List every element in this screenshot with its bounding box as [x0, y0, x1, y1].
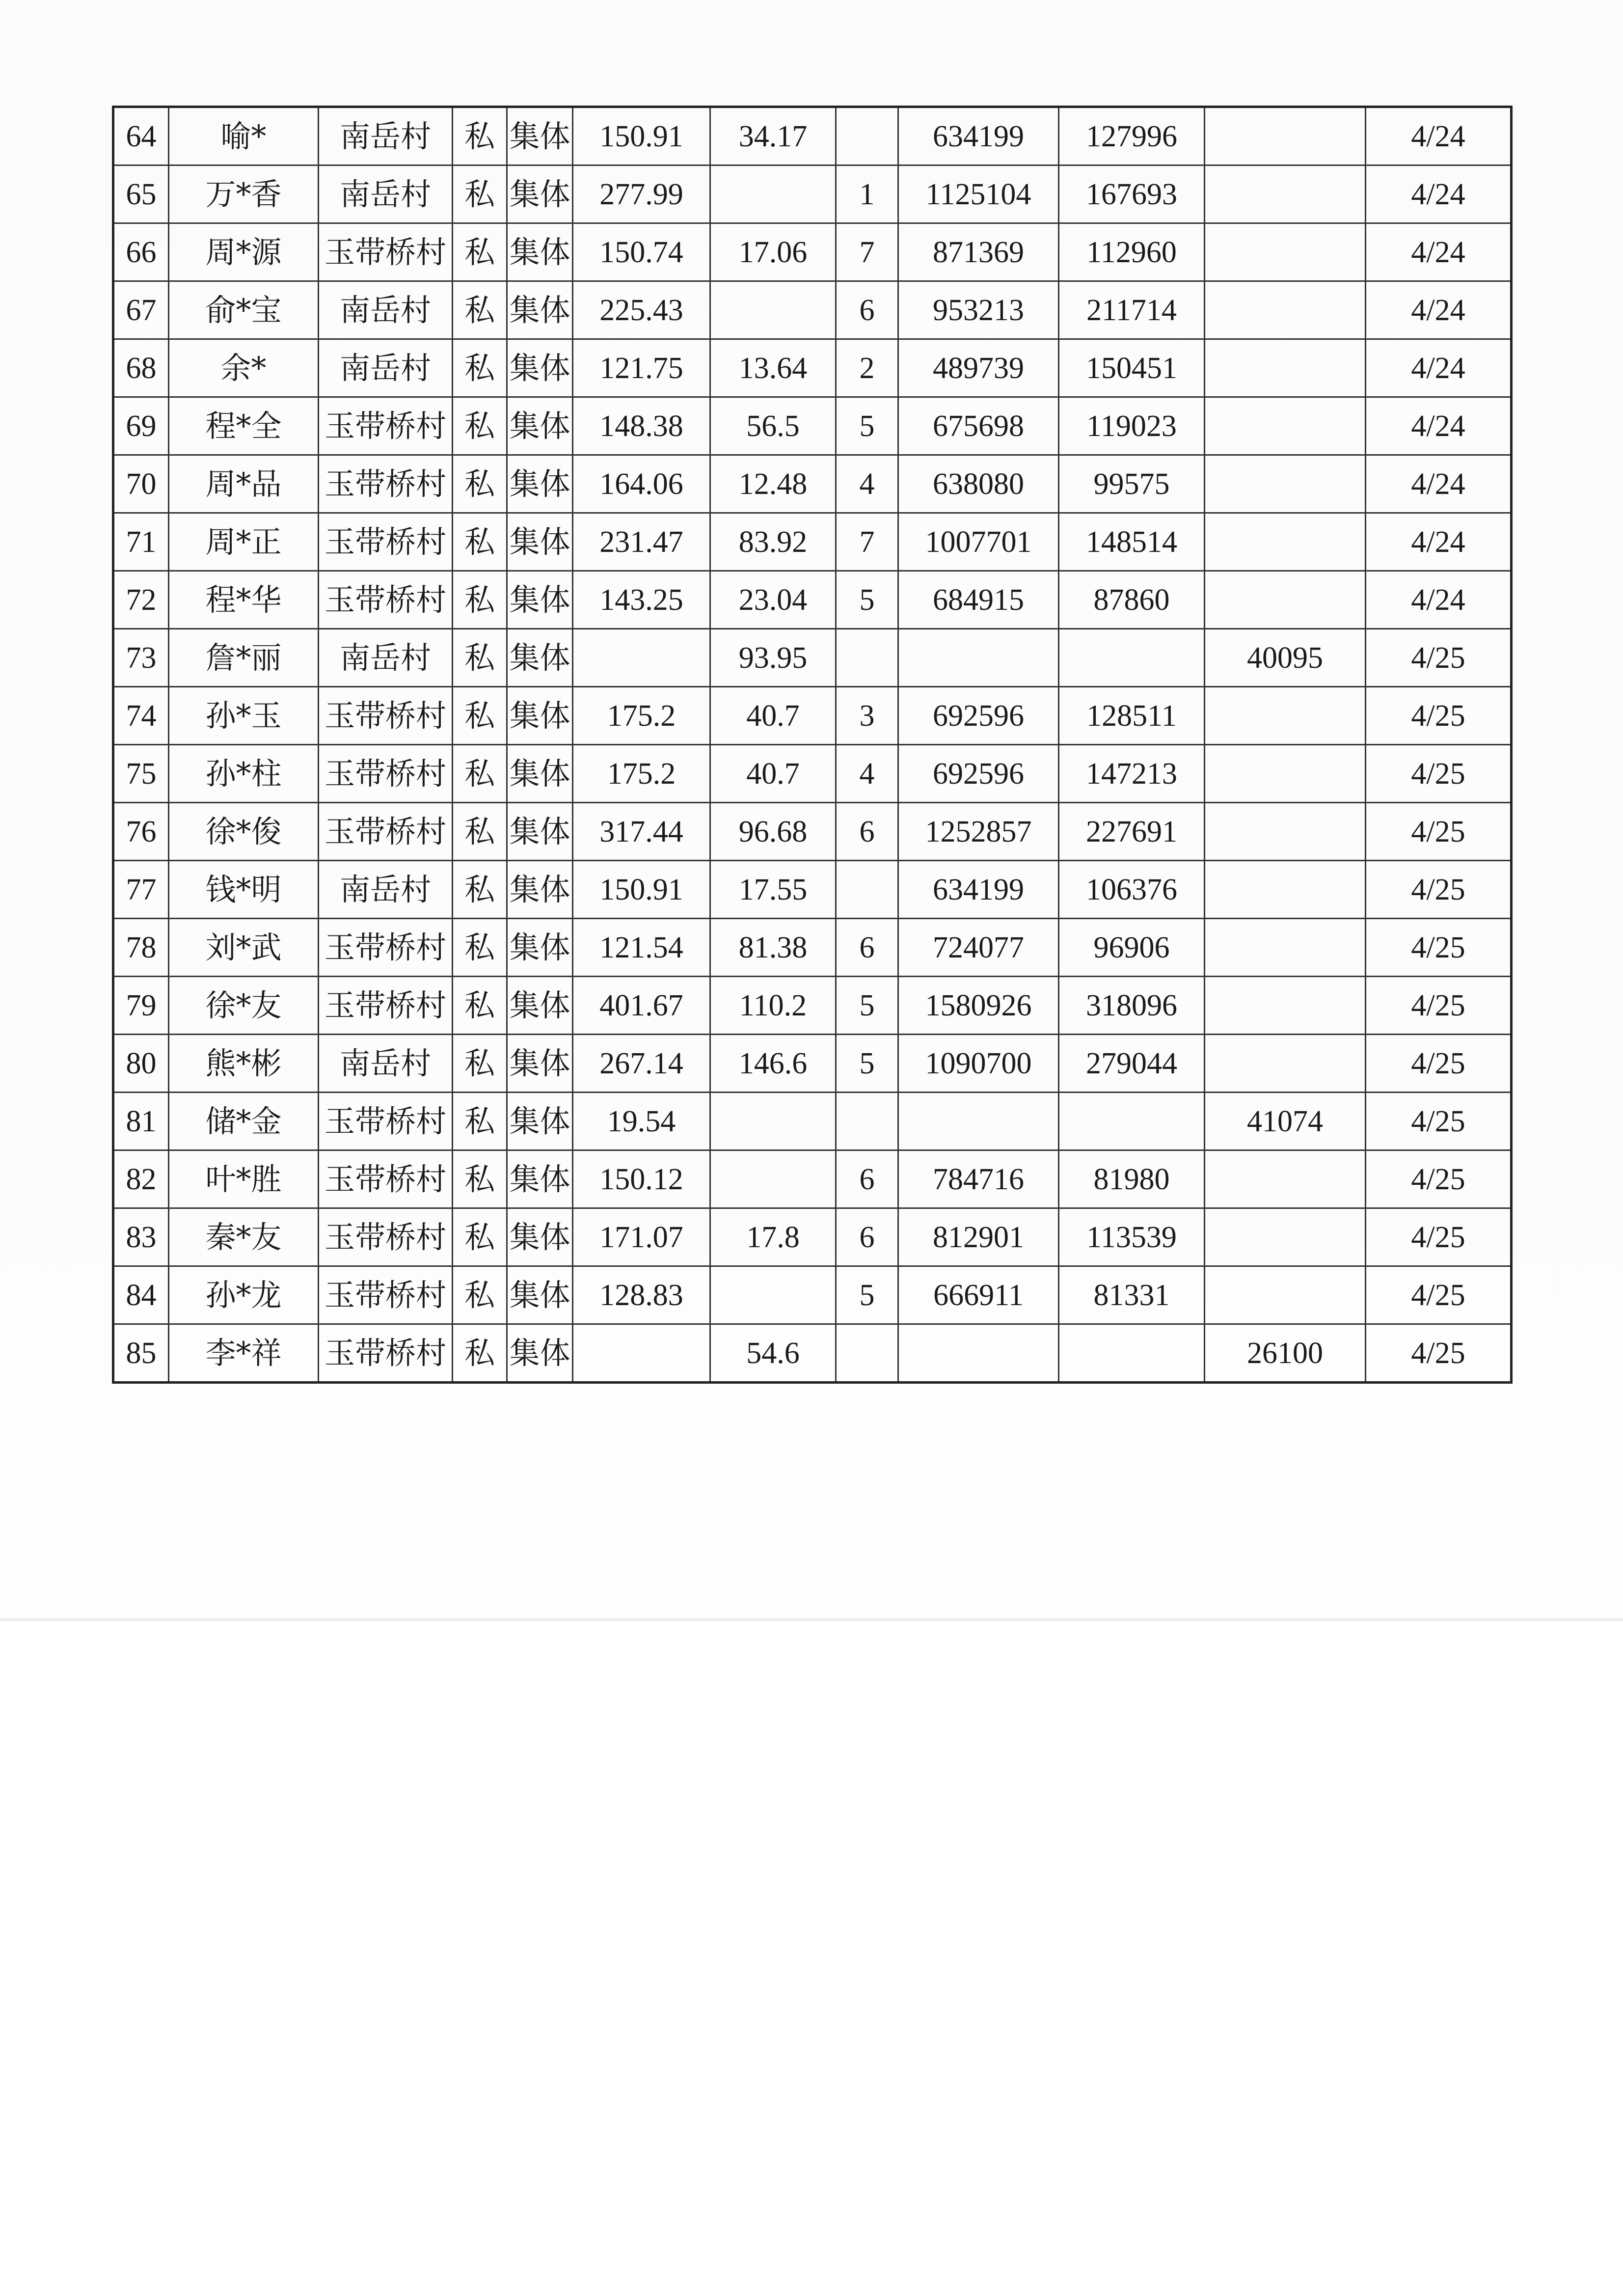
- ownership-cell: 集体: [507, 1266, 573, 1324]
- village-cell: 玉带桥村: [319, 397, 453, 455]
- area-1-cell: 150.91: [573, 107, 710, 165]
- name-cell: 钱*明: [169, 861, 319, 919]
- ownership-cell: 集体: [507, 513, 573, 571]
- area-2-cell: 17.06: [710, 223, 836, 281]
- type-cell: 私: [453, 281, 507, 339]
- village-cell: 玉带桥村: [319, 513, 453, 571]
- area-1-cell: 175.2: [573, 745, 710, 803]
- area-2-cell: 96.68: [710, 803, 836, 861]
- area-2-cell: 93.95: [710, 629, 836, 687]
- amount-1-cell: 692596: [898, 745, 1059, 803]
- amount-1-cell: 675698: [898, 397, 1059, 455]
- date-cell: 4/25: [1366, 1324, 1512, 1383]
- area-2-cell: 83.92: [710, 513, 836, 571]
- count-cell: [836, 629, 898, 687]
- row-number-cell: 75: [113, 745, 169, 803]
- name-cell: 周*源: [169, 223, 319, 281]
- amount-3-cell: [1205, 107, 1366, 165]
- ownership-cell: 集体: [507, 339, 573, 397]
- amount-1-cell: 871369: [898, 223, 1059, 281]
- table-row: [113, 455, 1512, 513]
- area-2-cell: 13.64: [710, 339, 836, 397]
- count-cell: [836, 1093, 898, 1150]
- type-cell: 私: [453, 629, 507, 687]
- amount-3-cell: [1205, 687, 1366, 745]
- village-cell: 南岳村: [319, 629, 453, 687]
- amount-3-cell: [1205, 223, 1366, 281]
- ownership-cell: 集体: [507, 977, 573, 1035]
- village-cell: 玉带桥村: [319, 977, 453, 1035]
- table-row: [113, 223, 1512, 281]
- row-number-cell: 78: [113, 919, 169, 977]
- area-1-cell: 231.47: [573, 513, 710, 571]
- type-cell: 私: [453, 745, 507, 803]
- type-cell: 私: [453, 1035, 507, 1093]
- amount-2-cell: 128511: [1059, 687, 1205, 745]
- amount-1-cell: 1252857: [898, 803, 1059, 861]
- type-cell: 私: [453, 803, 507, 861]
- area-2-cell: 17.8: [710, 1208, 836, 1266]
- ownership-cell: 集体: [507, 223, 573, 281]
- ownership-cell: 集体: [507, 687, 573, 745]
- area-2-cell: 34.17: [710, 107, 836, 165]
- type-cell: 私: [453, 223, 507, 281]
- type-cell: 私: [453, 513, 507, 571]
- area-2-cell: [710, 165, 836, 223]
- name-cell: 熊*彬: [169, 1035, 319, 1093]
- row-number-cell: 84: [113, 1266, 169, 1324]
- amount-2-cell: 211714: [1059, 281, 1205, 339]
- village-cell: 玉带桥村: [319, 919, 453, 977]
- area-1-cell: 128.83: [573, 1266, 710, 1324]
- date-cell: 4/24: [1366, 223, 1512, 281]
- amount-2-cell: 106376: [1059, 861, 1205, 919]
- row-number-cell: 70: [113, 455, 169, 513]
- area-2-cell: 56.5: [710, 397, 836, 455]
- area-1-cell: 277.99: [573, 165, 710, 223]
- ownership-cell: 集体: [507, 571, 573, 629]
- amount-1-cell: [898, 1093, 1059, 1150]
- date-cell: 4/25: [1366, 629, 1512, 687]
- amount-1-cell: 784716: [898, 1150, 1059, 1208]
- count-cell: 5: [836, 397, 898, 455]
- amount-3-cell: [1205, 861, 1366, 919]
- village-cell: 玉带桥村: [319, 223, 453, 281]
- area-1-cell: [573, 629, 710, 687]
- area-1-cell: 171.07: [573, 1208, 710, 1266]
- area-2-cell: [710, 1150, 836, 1208]
- type-cell: 私: [453, 339, 507, 397]
- amount-1-cell: 489739: [898, 339, 1059, 397]
- area-2-cell: 40.7: [710, 745, 836, 803]
- amount-2-cell: 81331: [1059, 1266, 1205, 1324]
- row-number-cell: 68: [113, 339, 169, 397]
- village-cell: 南岳村: [319, 281, 453, 339]
- name-cell: 孙*龙: [169, 1266, 319, 1324]
- type-cell: 私: [453, 1208, 507, 1266]
- row-number-cell: 69: [113, 397, 169, 455]
- date-cell: 4/24: [1366, 571, 1512, 629]
- count-cell: 5: [836, 977, 898, 1035]
- amount-3-cell: 40095: [1205, 629, 1366, 687]
- amount-1-cell: 634199: [898, 107, 1059, 165]
- row-number-cell: 73: [113, 629, 169, 687]
- table-row: [113, 1208, 1512, 1266]
- row-number-cell: 72: [113, 571, 169, 629]
- date-cell: 4/25: [1366, 1035, 1512, 1093]
- area-2-cell: [710, 281, 836, 339]
- date-cell: 4/25: [1366, 1208, 1512, 1266]
- table-row: [113, 339, 1512, 397]
- amount-1-cell: 684915: [898, 571, 1059, 629]
- area-1-cell: 121.54: [573, 919, 710, 977]
- area-1-cell: 121.75: [573, 339, 710, 397]
- area-1-cell: [573, 1324, 710, 1383]
- count-cell: 4: [836, 455, 898, 513]
- count-cell: 5: [836, 1266, 898, 1324]
- village-cell: 玉带桥村: [319, 687, 453, 745]
- date-cell: 4/25: [1366, 1150, 1512, 1208]
- name-cell: 孙*柱: [169, 745, 319, 803]
- village-cell: 玉带桥村: [319, 1324, 453, 1383]
- ownership-cell: 集体: [507, 165, 573, 223]
- name-cell: 叶*胜: [169, 1150, 319, 1208]
- area-1-cell: 164.06: [573, 455, 710, 513]
- amount-2-cell: 87860: [1059, 571, 1205, 629]
- date-cell: 4/24: [1366, 513, 1512, 571]
- name-cell: 万*香: [169, 165, 319, 223]
- row-number-cell: 80: [113, 1035, 169, 1093]
- amount-1-cell: 1125104: [898, 165, 1059, 223]
- amount-3-cell: [1205, 1266, 1366, 1324]
- ownership-cell: 集体: [507, 861, 573, 919]
- name-cell: 秦*友: [169, 1208, 319, 1266]
- count-cell: 6: [836, 1150, 898, 1208]
- count-cell: [836, 1324, 898, 1383]
- area-1-cell: 148.38: [573, 397, 710, 455]
- amount-2-cell: [1059, 1093, 1205, 1150]
- amount-2-cell: 147213: [1059, 745, 1205, 803]
- row-number-cell: 76: [113, 803, 169, 861]
- count-cell: 5: [836, 571, 898, 629]
- type-cell: 私: [453, 1093, 507, 1150]
- table-row: [113, 861, 1512, 919]
- type-cell: 私: [453, 919, 507, 977]
- amount-2-cell: 127996: [1059, 107, 1205, 165]
- amount-1-cell: 638080: [898, 455, 1059, 513]
- row-number-cell: 74: [113, 687, 169, 745]
- amount-2-cell: 112960: [1059, 223, 1205, 281]
- date-cell: 4/25: [1366, 861, 1512, 919]
- amount-1-cell: [898, 629, 1059, 687]
- name-cell: 俞*宝: [169, 281, 319, 339]
- amount-3-cell: [1205, 281, 1366, 339]
- date-cell: 4/25: [1366, 687, 1512, 745]
- amount-3-cell: [1205, 919, 1366, 977]
- date-cell: 4/25: [1366, 803, 1512, 861]
- name-cell: 李*祥: [169, 1324, 319, 1383]
- date-cell: 4/25: [1366, 1093, 1512, 1150]
- name-cell: 徐*俊: [169, 803, 319, 861]
- amount-2-cell: 279044: [1059, 1035, 1205, 1093]
- row-number-cell: 83: [113, 1208, 169, 1266]
- count-cell: 3: [836, 687, 898, 745]
- amount-1-cell: 1580926: [898, 977, 1059, 1035]
- area-1-cell: 175.2: [573, 687, 710, 745]
- table-row: [113, 571, 1512, 629]
- name-cell: 周*正: [169, 513, 319, 571]
- table-row: [113, 1035, 1512, 1093]
- village-cell: 玉带桥村: [319, 803, 453, 861]
- type-cell: 私: [453, 107, 507, 165]
- amount-1-cell: [898, 1324, 1059, 1383]
- date-cell: 4/25: [1366, 745, 1512, 803]
- type-cell: 私: [453, 977, 507, 1035]
- table-row: [113, 1093, 1512, 1150]
- amount-3-cell: [1205, 745, 1366, 803]
- area-2-cell: 110.2: [710, 977, 836, 1035]
- count-cell: [836, 107, 898, 165]
- name-cell: 余*: [169, 339, 319, 397]
- village-cell: 玉带桥村: [319, 1266, 453, 1324]
- name-cell: 程*华: [169, 571, 319, 629]
- area-2-cell: [710, 1266, 836, 1324]
- amount-3-cell: [1205, 513, 1366, 571]
- row-number-cell: 71: [113, 513, 169, 571]
- row-number-cell: 77: [113, 861, 169, 919]
- count-cell: 6: [836, 281, 898, 339]
- amount-3-cell: [1205, 455, 1366, 513]
- amount-2-cell: 99575: [1059, 455, 1205, 513]
- row-number-cell: 79: [113, 977, 169, 1035]
- village-cell: 南岳村: [319, 165, 453, 223]
- amount-1-cell: 666911: [898, 1266, 1059, 1324]
- table-row: [113, 281, 1512, 339]
- count-cell: 2: [836, 339, 898, 397]
- page-edge: [0, 1618, 1623, 1621]
- date-cell: 4/24: [1366, 107, 1512, 165]
- ownership-cell: 集体: [507, 281, 573, 339]
- name-cell: 程*全: [169, 397, 319, 455]
- name-cell: 储*金: [169, 1093, 319, 1150]
- table-row: [113, 107, 1512, 165]
- area-1-cell: 150.74: [573, 223, 710, 281]
- table-row: [113, 165, 1512, 223]
- table-row: [113, 919, 1512, 977]
- table-row: [113, 1150, 1512, 1208]
- area-2-cell: 23.04: [710, 571, 836, 629]
- name-cell: 詹*丽: [169, 629, 319, 687]
- area-2-cell: [710, 1093, 836, 1150]
- amount-2-cell: [1059, 1324, 1205, 1383]
- ownership-cell: 集体: [507, 1324, 573, 1383]
- name-cell: 喻*: [169, 107, 319, 165]
- area-2-cell: 54.6: [710, 1324, 836, 1383]
- area-2-cell: 81.38: [710, 919, 836, 977]
- count-cell: 6: [836, 919, 898, 977]
- name-cell: 周*品: [169, 455, 319, 513]
- area-1-cell: 225.43: [573, 281, 710, 339]
- amount-1-cell: 634199: [898, 861, 1059, 919]
- amount-3-cell: [1205, 803, 1366, 861]
- date-cell: 4/24: [1366, 339, 1512, 397]
- amount-1-cell: 692596: [898, 687, 1059, 745]
- ownership-cell: 集体: [507, 1150, 573, 1208]
- village-cell: 南岳村: [319, 107, 453, 165]
- amount-3-cell: [1205, 1035, 1366, 1093]
- date-cell: 4/25: [1366, 1266, 1512, 1324]
- area-1-cell: 19.54: [573, 1093, 710, 1150]
- amount-1-cell: 953213: [898, 281, 1059, 339]
- village-cell: 玉带桥村: [319, 571, 453, 629]
- amount-2-cell: 227691: [1059, 803, 1205, 861]
- amount-1-cell: 812901: [898, 1208, 1059, 1266]
- count-cell: 5: [836, 1035, 898, 1093]
- name-cell: 孙*玉: [169, 687, 319, 745]
- ownership-cell: 集体: [507, 455, 573, 513]
- amount-2-cell: 81980: [1059, 1150, 1205, 1208]
- village-cell: 玉带桥村: [319, 455, 453, 513]
- table-row: [113, 513, 1512, 571]
- type-cell: 私: [453, 687, 507, 745]
- amount-2-cell: 119023: [1059, 397, 1205, 455]
- area-1-cell: 150.12: [573, 1150, 710, 1208]
- table-row: [113, 745, 1512, 803]
- table-row: [113, 803, 1512, 861]
- type-cell: 私: [453, 1266, 507, 1324]
- type-cell: 私: [453, 1324, 507, 1383]
- row-number-cell: 85: [113, 1324, 169, 1383]
- amount-2-cell: 167693: [1059, 165, 1205, 223]
- row-number-cell: 64: [113, 107, 169, 165]
- village-cell: 玉带桥村: [319, 745, 453, 803]
- area-1-cell: 150.91: [573, 861, 710, 919]
- table-row: [113, 687, 1512, 745]
- row-number-cell: 67: [113, 281, 169, 339]
- area-2-cell: 146.6: [710, 1035, 836, 1093]
- table-row: [113, 629, 1512, 687]
- amount-3-cell: 41074: [1205, 1093, 1366, 1150]
- record-table: [112, 106, 1513, 1384]
- amount-2-cell: 113539: [1059, 1208, 1205, 1266]
- table-row: [113, 1324, 1512, 1383]
- amount-3-cell: 26100: [1205, 1324, 1366, 1383]
- area-1-cell: 317.44: [573, 803, 710, 861]
- ownership-cell: 集体: [507, 919, 573, 977]
- count-cell: 7: [836, 513, 898, 571]
- village-cell: 南岳村: [319, 861, 453, 919]
- area-2-cell: 17.55: [710, 861, 836, 919]
- table-row: [113, 1266, 1512, 1324]
- count-cell: 6: [836, 1208, 898, 1266]
- area-2-cell: 40.7: [710, 687, 836, 745]
- ownership-cell: 集体: [507, 745, 573, 803]
- name-cell: 徐*友: [169, 977, 319, 1035]
- ownership-cell: 集体: [507, 629, 573, 687]
- ownership-cell: 集体: [507, 1035, 573, 1093]
- village-cell: 玉带桥村: [319, 1150, 453, 1208]
- date-cell: 4/25: [1366, 919, 1512, 977]
- amount-3-cell: [1205, 977, 1366, 1035]
- amount-2-cell: [1059, 629, 1205, 687]
- village-cell: 玉带桥村: [319, 1208, 453, 1266]
- date-cell: 4/24: [1366, 397, 1512, 455]
- area-1-cell: 267.14: [573, 1035, 710, 1093]
- amount-1-cell: 724077: [898, 919, 1059, 977]
- date-cell: 4/24: [1366, 165, 1512, 223]
- table-row: [113, 977, 1512, 1035]
- area-1-cell: 143.25: [573, 571, 710, 629]
- village-cell: 玉带桥村: [319, 1093, 453, 1150]
- type-cell: 私: [453, 861, 507, 919]
- ownership-cell: 集体: [507, 1208, 573, 1266]
- amount-3-cell: [1205, 339, 1366, 397]
- count-cell: 1: [836, 165, 898, 223]
- ownership-cell: 集体: [507, 1093, 573, 1150]
- type-cell: 私: [453, 165, 507, 223]
- area-1-cell: 401.67: [573, 977, 710, 1035]
- row-number-cell: 66: [113, 223, 169, 281]
- amount-3-cell: [1205, 1150, 1366, 1208]
- amount-2-cell: 150451: [1059, 339, 1205, 397]
- row-number-cell: 65: [113, 165, 169, 223]
- type-cell: 私: [453, 1150, 507, 1208]
- count-cell: [836, 861, 898, 919]
- amount-3-cell: [1205, 165, 1366, 223]
- date-cell: 4/24: [1366, 281, 1512, 339]
- count-cell: 7: [836, 223, 898, 281]
- amount-2-cell: 318096: [1059, 977, 1205, 1035]
- village-cell: 南岳村: [319, 339, 453, 397]
- row-number-cell: 81: [113, 1093, 169, 1150]
- amount-3-cell: [1205, 1208, 1366, 1266]
- type-cell: 私: [453, 571, 507, 629]
- amount-2-cell: 96906: [1059, 919, 1205, 977]
- ownership-cell: 集体: [507, 803, 573, 861]
- count-cell: 4: [836, 745, 898, 803]
- amount-2-cell: 148514: [1059, 513, 1205, 571]
- amount-3-cell: [1205, 571, 1366, 629]
- table-body: [113, 107, 1512, 1383]
- name-cell: 刘*武: [169, 919, 319, 977]
- village-cell: 南岳村: [319, 1035, 453, 1093]
- date-cell: 4/24: [1366, 455, 1512, 513]
- type-cell: 私: [453, 397, 507, 455]
- amount-1-cell: 1090700: [898, 1035, 1059, 1093]
- amount-1-cell: 1007701: [898, 513, 1059, 571]
- count-cell: 6: [836, 803, 898, 861]
- type-cell: 私: [453, 455, 507, 513]
- table-row: [113, 397, 1512, 455]
- ownership-cell: 集体: [507, 107, 573, 165]
- ownership-cell: 集体: [507, 397, 573, 455]
- date-cell: 4/25: [1366, 977, 1512, 1035]
- row-number-cell: 82: [113, 1150, 169, 1208]
- area-2-cell: 12.48: [710, 455, 836, 513]
- amount-3-cell: [1205, 397, 1366, 455]
